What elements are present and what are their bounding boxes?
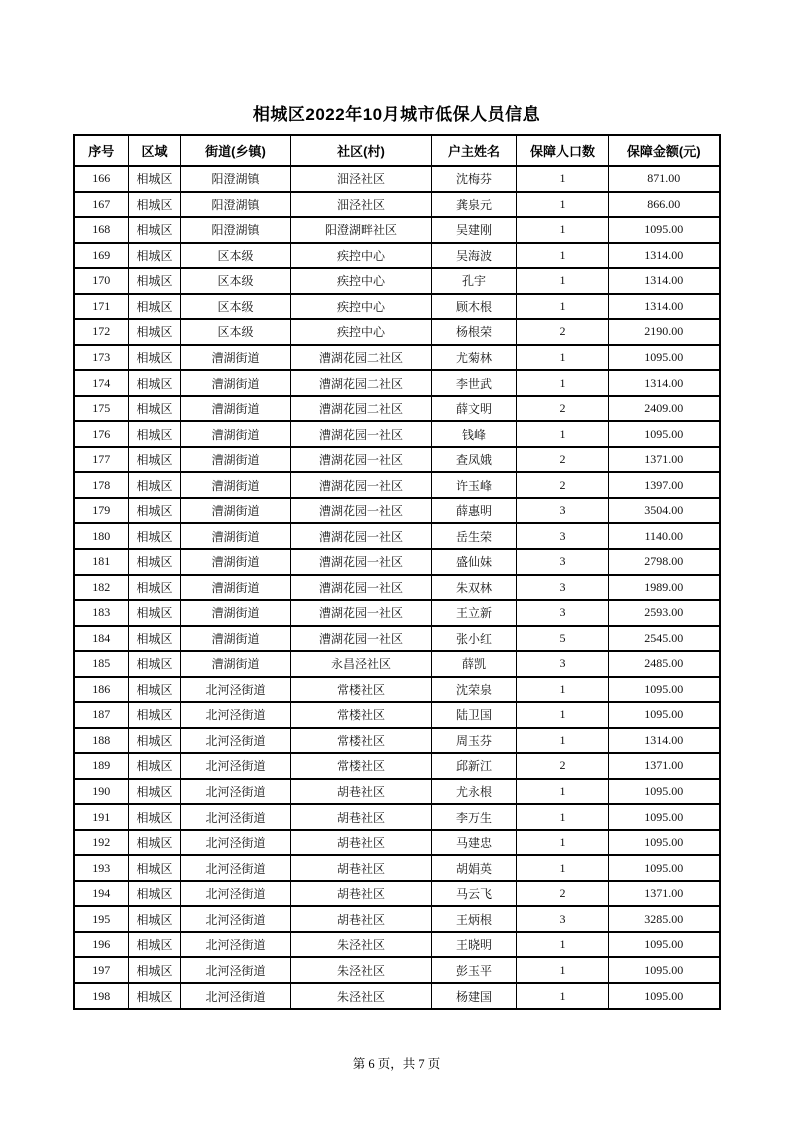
cell-population: 1: [517, 421, 609, 447]
cell-serial: 198: [74, 983, 129, 1009]
cell-householder: 顾木根: [432, 294, 517, 320]
col-header-street: 街道(乡镇): [181, 135, 291, 166]
cell-street: 区本级: [181, 294, 291, 320]
cell-district: 相城区: [129, 702, 181, 728]
cell-community: 疾控中心: [291, 268, 432, 294]
table-row: [74, 294, 720, 320]
cell-householder: 吴建刚: [432, 217, 517, 243]
cell-community: 疾控中心: [291, 294, 432, 320]
cell-serial: 167: [74, 192, 129, 218]
cell-householder: 马云飞: [432, 881, 517, 907]
cell-householder: 岳生荣: [432, 523, 517, 549]
cell-district: 相城区: [129, 421, 181, 447]
table-row: [74, 830, 720, 856]
cell-district: 相城区: [129, 600, 181, 626]
cell-amount: 1371.00: [609, 753, 720, 779]
page-title: 相城区2022年10月城市低保人员信息: [252, 105, 541, 124]
cell-street: 漕湖街道: [181, 472, 291, 498]
cell-community: 漕湖花园一社区: [291, 626, 432, 652]
cell-amount: 1095.00: [609, 702, 720, 728]
cell-amount: 866.00: [609, 192, 720, 218]
cell-street: 漕湖街道: [181, 626, 291, 652]
cell-serial: 181: [74, 549, 129, 575]
cell-district: 相城区: [129, 753, 181, 779]
cell-street: 北河泾街道: [181, 855, 291, 881]
cell-serial: 188: [74, 728, 129, 754]
cell-district: 相城区: [129, 549, 181, 575]
table-row: [74, 779, 720, 805]
cell-population: 5: [517, 626, 609, 652]
cell-population: 1: [517, 217, 609, 243]
cell-district: 相城区: [129, 498, 181, 524]
cell-householder: 盛仙妹: [432, 549, 517, 575]
cell-population: 1: [517, 192, 609, 218]
cell-population: 1: [517, 728, 609, 754]
cell-street: 北河泾街道: [181, 932, 291, 958]
cell-amount: 1397.00: [609, 472, 720, 498]
col-header-serial: 序号: [74, 135, 129, 166]
table-row: [74, 753, 720, 779]
cell-district: 相城区: [129, 830, 181, 856]
cell-amount: 1095.00: [609, 932, 720, 958]
col-header-amount: 保障金额(元): [609, 135, 720, 166]
cell-householder: 杨建国: [432, 983, 517, 1009]
cell-district: 相城区: [129, 523, 181, 549]
cell-householder: 查凤娥: [432, 447, 517, 473]
cell-street: 阳澄湖镇: [181, 217, 291, 243]
cell-serial: 169: [74, 243, 129, 269]
cell-street: 漕湖街道: [181, 651, 291, 677]
cell-population: 1: [517, 370, 609, 396]
cell-serial: 192: [74, 830, 129, 856]
cell-amount: 1095.00: [609, 830, 720, 856]
cell-street: 北河泾街道: [181, 753, 291, 779]
cell-district: 相城区: [129, 243, 181, 269]
cell-population: 2: [517, 447, 609, 473]
cell-amount: 1095.00: [609, 983, 720, 1009]
cell-householder: 邱新江: [432, 753, 517, 779]
table-row: [74, 881, 720, 907]
cell-street: 漕湖街道: [181, 549, 291, 575]
cell-community: 胡巷社区: [291, 881, 432, 907]
cell-serial: 176: [74, 421, 129, 447]
cell-amount: 1095.00: [609, 855, 720, 881]
cell-population: 1: [517, 830, 609, 856]
cell-serial: 180: [74, 523, 129, 549]
cell-householder: 薛文明: [432, 396, 517, 422]
cell-householder: 彭玉平: [432, 957, 517, 983]
cell-householder: 许玉峰: [432, 472, 517, 498]
table-row: [74, 192, 720, 218]
cell-district: 相城区: [129, 728, 181, 754]
cell-serial: 184: [74, 626, 129, 652]
cell-amount: 3285.00: [609, 906, 720, 932]
cell-population: 1: [517, 166, 609, 192]
cell-district: 相城区: [129, 983, 181, 1009]
cell-householder: 周玉芬: [432, 728, 517, 754]
table-row: [74, 549, 720, 575]
table-row: [74, 319, 720, 345]
cell-district: 相城区: [129, 217, 181, 243]
cell-district: 相城区: [129, 932, 181, 958]
cell-amount: 1314.00: [609, 243, 720, 269]
cell-population: 1: [517, 345, 609, 371]
cell-community: 胡巷社区: [291, 855, 432, 881]
cell-population: 1: [517, 855, 609, 881]
col-header-community: 社区(村): [291, 135, 432, 166]
cell-district: 相城区: [129, 804, 181, 830]
cell-serial: 168: [74, 217, 129, 243]
cell-householder: 杨根荣: [432, 319, 517, 345]
cell-serial: 191: [74, 804, 129, 830]
cell-population: 3: [517, 523, 609, 549]
cell-amount: 1989.00: [609, 575, 720, 601]
cell-amount: 2409.00: [609, 396, 720, 422]
cell-district: 相城区: [129, 881, 181, 907]
cell-population: 3: [517, 906, 609, 932]
cell-community: 漕湖花园一社区: [291, 549, 432, 575]
table-row: [74, 498, 720, 524]
cell-community: 常楼社区: [291, 753, 432, 779]
cell-householder: 沈荣泉: [432, 677, 517, 703]
cell-serial: 190: [74, 779, 129, 805]
cell-householder: 吴海波: [432, 243, 517, 269]
cell-householder: 陆卫国: [432, 702, 517, 728]
cell-amount: 1371.00: [609, 881, 720, 907]
cell-district: 相城区: [129, 677, 181, 703]
cell-serial: 174: [74, 370, 129, 396]
cell-amount: 2190.00: [609, 319, 720, 345]
cell-householder: 薛凯: [432, 651, 517, 677]
cell-population: 2: [517, 472, 609, 498]
cell-population: 1: [517, 932, 609, 958]
cell-serial: 182: [74, 575, 129, 601]
cell-street: 北河泾街道: [181, 881, 291, 907]
cell-amount: 2485.00: [609, 651, 720, 677]
cell-amount: 2798.00: [609, 549, 720, 575]
cell-population: 1: [517, 268, 609, 294]
cell-serial: 183: [74, 600, 129, 626]
cell-serial: 178: [74, 472, 129, 498]
cell-population: 1: [517, 779, 609, 805]
cell-district: 相城区: [129, 268, 181, 294]
cell-amount: 1314.00: [609, 728, 720, 754]
cell-population: 1: [517, 957, 609, 983]
cell-street: 区本级: [181, 268, 291, 294]
table-row: [74, 677, 720, 703]
cell-community: 阳澄湖畔社区: [291, 217, 432, 243]
cell-amount: 1314.00: [609, 370, 720, 396]
cell-district: 相城区: [129, 957, 181, 983]
cell-householder: 马建忠: [432, 830, 517, 856]
cell-district: 相城区: [129, 906, 181, 932]
cell-amount: 1095.00: [609, 957, 720, 983]
cell-serial: 171: [74, 294, 129, 320]
cell-community: 漕湖花园二社区: [291, 370, 432, 396]
cell-community: 漕湖花园二社区: [291, 345, 432, 371]
cell-street: 北河泾街道: [181, 957, 291, 983]
cell-community: 朱泾社区: [291, 932, 432, 958]
cell-population: 3: [517, 549, 609, 575]
table-row: [74, 345, 720, 371]
cell-population: 1: [517, 983, 609, 1009]
cell-street: 漕湖街道: [181, 396, 291, 422]
cell-amount: 1095.00: [609, 804, 720, 830]
cell-district: 相城区: [129, 447, 181, 473]
table-body: [74, 166, 720, 1009]
col-header-district: 区域: [129, 135, 181, 166]
cell-serial: 185: [74, 651, 129, 677]
cell-serial: 186: [74, 677, 129, 703]
table-row: [74, 855, 720, 881]
cell-population: 1: [517, 243, 609, 269]
cell-community: 漕湖花园一社区: [291, 447, 432, 473]
cell-householder: 钱峰: [432, 421, 517, 447]
cell-population: 3: [517, 600, 609, 626]
cell-street: 北河泾街道: [181, 804, 291, 830]
cell-householder: 张小红: [432, 626, 517, 652]
cell-district: 相城区: [129, 166, 181, 192]
table-row: [74, 268, 720, 294]
cell-district: 相城区: [129, 345, 181, 371]
cell-householder: 王炳根: [432, 906, 517, 932]
cell-district: 相城区: [129, 319, 181, 345]
cell-community: 疾控中心: [291, 319, 432, 345]
cell-population: 3: [517, 575, 609, 601]
cell-street: 漕湖街道: [181, 498, 291, 524]
cell-street: 阳澄湖镇: [181, 166, 291, 192]
cell-community: 胡巷社区: [291, 779, 432, 805]
cell-population: 1: [517, 677, 609, 703]
cell-serial: 197: [74, 957, 129, 983]
table-header-row: [74, 135, 720, 166]
cell-serial: 172: [74, 319, 129, 345]
col-header-householder: 户主姓名: [432, 135, 517, 166]
cell-community: 漕湖花园一社区: [291, 421, 432, 447]
cell-population: 1: [517, 294, 609, 320]
cell-householder: 李世武: [432, 370, 517, 396]
cell-serial: 166: [74, 166, 129, 192]
lowsec-table: [73, 134, 721, 1010]
cell-community: 胡巷社区: [291, 830, 432, 856]
cell-district: 相城区: [129, 651, 181, 677]
cell-serial: 177: [74, 447, 129, 473]
table-row: [74, 932, 720, 958]
cell-population: 1: [517, 804, 609, 830]
table-row: [74, 243, 720, 269]
cell-street: 北河泾街道: [181, 677, 291, 703]
table-row: [74, 575, 720, 601]
table-row: [74, 523, 720, 549]
table-row: [74, 396, 720, 422]
cell-street: 北河泾街道: [181, 830, 291, 856]
cell-community: 疾控中心: [291, 243, 432, 269]
cell-householder: 孔宇: [432, 268, 517, 294]
cell-community: 胡巷社区: [291, 804, 432, 830]
cell-householder: 尤菊林: [432, 345, 517, 371]
cell-community: 漕湖花园一社区: [291, 600, 432, 626]
cell-population: 2: [517, 753, 609, 779]
cell-amount: 1371.00: [609, 447, 720, 473]
cell-serial: 170: [74, 268, 129, 294]
cell-householder: 李万生: [432, 804, 517, 830]
cell-amount: 1095.00: [609, 217, 720, 243]
table-row: [74, 370, 720, 396]
cell-community: 漕湖花园一社区: [291, 523, 432, 549]
cell-community: 沺泾社区: [291, 192, 432, 218]
cell-community: 沺泾社区: [291, 166, 432, 192]
cell-community: 朱泾社区: [291, 957, 432, 983]
cell-householder: 薛惠明: [432, 498, 517, 524]
cell-amount: 2593.00: [609, 600, 720, 626]
table-row: [74, 166, 720, 192]
cell-population: 1: [517, 702, 609, 728]
cell-serial: 196: [74, 932, 129, 958]
table-row: [74, 728, 720, 754]
cell-community: 漕湖花园一社区: [291, 472, 432, 498]
cell-community: 朱泾社区: [291, 983, 432, 1009]
cell-street: 漕湖街道: [181, 523, 291, 549]
cell-householder: 王立新: [432, 600, 517, 626]
cell-householder: 朱双林: [432, 575, 517, 601]
cell-serial: 175: [74, 396, 129, 422]
table-row: [74, 957, 720, 983]
table-row: [74, 600, 720, 626]
table-row: [74, 447, 720, 473]
cell-district: 相城区: [129, 294, 181, 320]
cell-householder: 胡娟英: [432, 855, 517, 881]
cell-amount: 1314.00: [609, 268, 720, 294]
cell-street: 漕湖街道: [181, 345, 291, 371]
cell-street: 区本级: [181, 243, 291, 269]
cell-population: 2: [517, 881, 609, 907]
table-row: [74, 906, 720, 932]
cell-street: 北河泾街道: [181, 779, 291, 805]
cell-householder: 王晓明: [432, 932, 517, 958]
table-row: [74, 472, 720, 498]
cell-population: 2: [517, 319, 609, 345]
cell-amount: 1095.00: [609, 421, 720, 447]
cell-street: 北河泾街道: [181, 983, 291, 1009]
cell-street: 漕湖街道: [181, 370, 291, 396]
cell-serial: 194: [74, 881, 129, 907]
cell-street: 区本级: [181, 319, 291, 345]
cell-district: 相城区: [129, 370, 181, 396]
cell-population: 2: [517, 396, 609, 422]
cell-district: 相城区: [129, 779, 181, 805]
cell-district: 相城区: [129, 472, 181, 498]
cell-street: 北河泾街道: [181, 906, 291, 932]
cell-population: 3: [517, 498, 609, 524]
table-row: [74, 804, 720, 830]
cell-amount: 871.00: [609, 166, 720, 192]
col-header-population: 保障人口数: [517, 135, 609, 166]
cell-serial: 195: [74, 906, 129, 932]
cell-street: 漕湖街道: [181, 600, 291, 626]
cell-serial: 187: [74, 702, 129, 728]
cell-community: 永昌泾社区: [291, 651, 432, 677]
cell-district: 相城区: [129, 626, 181, 652]
cell-street: 阳澄湖镇: [181, 192, 291, 218]
cell-community: 常楼社区: [291, 677, 432, 703]
cell-serial: 179: [74, 498, 129, 524]
cell-street: 北河泾街道: [181, 728, 291, 754]
cell-amount: 2545.00: [609, 626, 720, 652]
cell-street: 北河泾街道: [181, 702, 291, 728]
cell-population: 3: [517, 651, 609, 677]
cell-householder: 沈梅芬: [432, 166, 517, 192]
cell-street: 漕湖街道: [181, 421, 291, 447]
table-row: [74, 217, 720, 243]
cell-district: 相城区: [129, 575, 181, 601]
cell-householder: 龚泉元: [432, 192, 517, 218]
cell-district: 相城区: [129, 396, 181, 422]
cell-amount: 1095.00: [609, 345, 720, 371]
cell-community: 常楼社区: [291, 728, 432, 754]
cell-community: 漕湖花园二社区: [291, 396, 432, 422]
cell-amount: 1314.00: [609, 294, 720, 320]
cell-street: 漕湖街道: [181, 447, 291, 473]
cell-amount: 1095.00: [609, 677, 720, 703]
cell-serial: 193: [74, 855, 129, 881]
cell-district: 相城区: [129, 192, 181, 218]
cell-street: 漕湖街道: [181, 575, 291, 601]
cell-amount: 1095.00: [609, 779, 720, 805]
cell-serial: 173: [74, 345, 129, 371]
table-row: [74, 626, 720, 652]
cell-householder: 尤永根: [432, 779, 517, 805]
cell-community: 漕湖花园一社区: [291, 498, 432, 524]
cell-amount: 1140.00: [609, 523, 720, 549]
cell-community: 漕湖花园一社区: [291, 575, 432, 601]
cell-district: 相城区: [129, 855, 181, 881]
table-row: [74, 702, 720, 728]
cell-amount: 3504.00: [609, 498, 720, 524]
table-row: [74, 421, 720, 447]
cell-community: 胡巷社区: [291, 906, 432, 932]
table-row: [74, 983, 720, 1009]
page-number: 第 6 页，共 7 页: [352, 1057, 441, 1071]
cell-serial: 189: [74, 753, 129, 779]
table-row: [74, 651, 720, 677]
cell-community: 常楼社区: [291, 702, 432, 728]
